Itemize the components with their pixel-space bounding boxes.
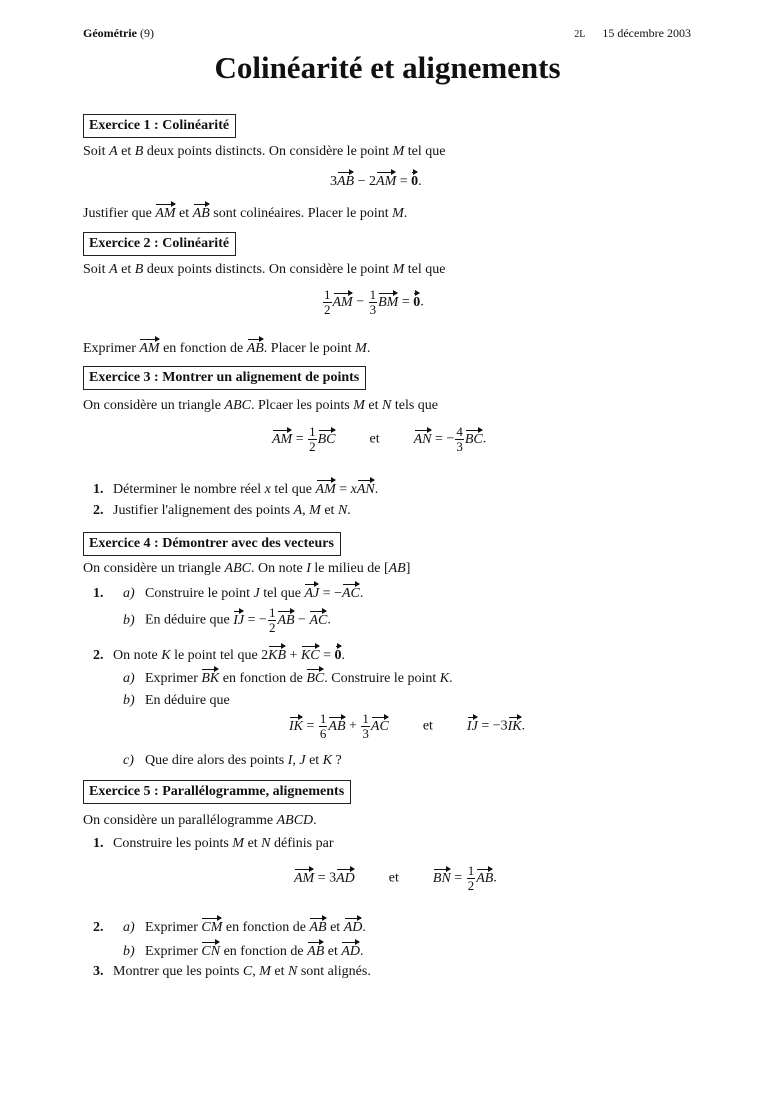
text-fragment: , — [252, 964, 260, 979]
text-fragment: = — [396, 174, 412, 189]
text-fragment: N — [261, 836, 271, 851]
exercise-4-question-2b — [123, 692, 230, 710]
text-fragment: en fonction de — [222, 920, 310, 935]
text-fragment: + — [286, 648, 301, 663]
text-fragment: − 2 — [354, 174, 377, 189]
vector: AD — [341, 940, 360, 961]
text-fragment: et — [388, 870, 399, 886]
zero-vector: 0 — [411, 170, 418, 191]
text-fragment: x — [264, 482, 271, 497]
text-fragment: ABC — [224, 561, 251, 576]
exercise-4-question-1a — [93, 582, 363, 603]
text-fragment: = −3 — [477, 718, 508, 734]
vector: AB — [193, 202, 210, 223]
text-fragment: . — [449, 671, 453, 686]
zero-vector: 0 — [335, 644, 342, 665]
text-fragment: = — [303, 718, 318, 734]
text-fragment: On considère un triangle — [83, 398, 225, 413]
text-fragment: Construire le point — [145, 586, 254, 601]
exercise-4-question-2a — [123, 667, 453, 688]
class-label: 2L — [574, 29, 586, 40]
vector: AM — [333, 291, 353, 312]
text-fragment: K — [439, 671, 450, 686]
fraction-denominator: 3 — [369, 302, 377, 317]
text-fragment: A — [109, 144, 118, 159]
exercise-5-question-2b — [123, 940, 364, 961]
text-fragment: en fonction de — [219, 671, 307, 686]
vector: AM — [272, 428, 292, 449]
text-fragment: Justifier l'alignement des points — [113, 503, 294, 518]
vector: BM — [378, 291, 398, 312]
text-fragment: sont alignés. — [297, 964, 371, 979]
exercise-5-question-2a — [93, 916, 366, 937]
text-fragment: Déterminer le nombre réel — [113, 482, 265, 497]
exercise-5-question-3 — [93, 963, 371, 981]
vector: AJ — [304, 582, 319, 603]
vector: AM — [376, 170, 396, 191]
text-fragment: sont colinéaires. Placer le point — [209, 206, 393, 221]
text-fragment: B — [134, 262, 144, 277]
text-fragment: On considère un parallélogramme — [83, 813, 277, 828]
text-fragment: et — [244, 836, 262, 851]
text-fragment: définis par — [270, 836, 334, 851]
text-fragment: 1. — [93, 482, 104, 497]
text-fragment: et — [364, 398, 383, 413]
text-fragment: tel que — [404, 144, 446, 159]
text-fragment: M — [353, 398, 365, 413]
text-fragment: deux points distincts. On considère le point — [143, 262, 393, 277]
text-fragment: Soit — [83, 144, 110, 159]
text-fragment: A — [293, 503, 303, 518]
text-fragment: N — [382, 398, 392, 413]
text-fragment: . — [360, 944, 364, 959]
text-fragment: . — [521, 718, 526, 734]
exercise-3-heading: Exercice 3 : Montrer un alignement de points — [83, 366, 366, 390]
vector: AC — [309, 609, 327, 630]
text-fragment: 2. — [93, 920, 104, 935]
vector: IK — [508, 715, 522, 736]
fraction — [361, 712, 370, 741]
text-fragment: = − — [244, 612, 267, 628]
exercise-2-equation — [322, 288, 424, 317]
text-fragment: ? — [332, 753, 342, 768]
text-fragment: tel que — [404, 262, 446, 277]
vector: IJ — [233, 609, 244, 630]
text-fragment: Exprimer — [145, 671, 202, 686]
vector: AN — [357, 478, 375, 499]
vector: AM — [316, 478, 336, 499]
text-fragment: − — [352, 294, 368, 310]
text-fragment: = — [335, 482, 351, 497]
text-fragment: 2. — [93, 648, 104, 663]
text-fragment: Soit — [83, 262, 110, 277]
text-fragment: . — [403, 206, 408, 221]
vector: CN — [201, 940, 220, 961]
text-fragment: . — [418, 174, 422, 189]
text-fragment: . Plcaer les points — [250, 398, 354, 413]
text-fragment: . — [313, 813, 317, 828]
vector: AN — [414, 428, 432, 449]
fraction-numerator: 1 — [467, 863, 475, 878]
exercise-4-question-2 — [93, 644, 345, 665]
text-fragment: . — [347, 503, 351, 518]
text-fragment: 1. — [93, 586, 104, 601]
exercise-1-equation — [330, 170, 422, 191]
text-fragment: M — [259, 964, 271, 979]
fraction-denominator: 6 — [319, 726, 327, 741]
text-fragment: En déduire que — [145, 693, 230, 708]
text-fragment: M — [392, 144, 405, 159]
vector: AD — [336, 867, 355, 888]
text-fragment: tel que — [259, 586, 305, 601]
fraction-numerator: 1 — [268, 605, 276, 620]
text-fragment: Exprimer — [83, 341, 140, 356]
header-subject — [83, 26, 154, 41]
exercise-1-intro — [83, 143, 445, 161]
text-fragment: M — [355, 341, 367, 356]
vector: AB — [337, 170, 354, 191]
text-fragment: − — [294, 612, 310, 628]
exercise-5-heading: Exercice 5 : Parallélogramme, alignements — [83, 780, 351, 804]
text-fragment: Montrer que les points — [113, 964, 243, 979]
exercise-2-intro — [83, 261, 445, 279]
text-fragment: N — [288, 964, 298, 979]
text-fragment: 2. — [93, 503, 104, 518]
text-fragment: 3 — [330, 174, 337, 189]
text-fragment: Exprimer — [145, 920, 202, 935]
text-fragment: . — [359, 586, 364, 601]
text-fragment: = — [319, 648, 335, 663]
exercise-4-heading: Exercice 4 : Démontrer avec des vecteurs — [83, 532, 341, 556]
exercise-3-equation — [272, 425, 486, 454]
text-fragment: a) — [123, 920, 135, 935]
text-fragment: M — [392, 206, 404, 221]
text-fragment: et — [117, 262, 135, 277]
exercise-1-heading: Exercice 1 : Colinéarité — [83, 114, 236, 138]
text-fragment: Justifier que — [83, 206, 156, 221]
text-fragment: c) — [123, 753, 134, 768]
vector: BN — [433, 867, 451, 888]
vector: AB — [328, 715, 345, 736]
text-fragment: Exprimer — [145, 944, 202, 959]
text-fragment: M — [309, 503, 321, 518]
fraction-denominator: 2 — [324, 302, 331, 317]
vector: IK — [289, 715, 303, 736]
text-fragment: le milieu de [ — [310, 561, 389, 576]
text-fragment: et — [305, 753, 323, 768]
text-fragment: On considère un triangle — [83, 561, 225, 576]
text-fragment: K — [161, 648, 171, 663]
page-title: Colinéarité et alignements — [214, 50, 561, 85]
text-fragment: K — [322, 753, 333, 768]
text-fragment: tels que — [391, 398, 439, 413]
exercise-4-equation — [289, 712, 525, 741]
fraction-denominator: 3 — [456, 439, 463, 454]
text-fragment: b) — [123, 693, 135, 708]
text-fragment: . — [362, 920, 366, 935]
text-fragment: M — [392, 262, 405, 277]
exercise-4-question-1b — [123, 606, 331, 635]
vector: AB — [309, 916, 326, 937]
exercise-5-equation — [294, 864, 497, 893]
vector: AM — [139, 337, 159, 358]
text-fragment: . On note — [250, 561, 307, 576]
vector: KB — [268, 644, 286, 665]
text-fragment: et — [369, 431, 380, 447]
text-fragment: , — [302, 503, 310, 518]
fraction-numerator: 1 — [324, 287, 331, 302]
text-fragment: et — [270, 964, 288, 979]
text-fragment: . Placer le point — [263, 341, 356, 356]
fraction-numerator: 1 — [369, 287, 377, 302]
fraction-denominator: 2 — [309, 439, 316, 454]
text-fragment: a) — [123, 671, 135, 686]
vector: BK — [201, 667, 219, 688]
exercise-4-intro — [83, 560, 410, 578]
fraction-numerator: 1 — [309, 424, 316, 439]
fraction — [308, 425, 317, 454]
text-fragment: b) — [123, 612, 135, 628]
exercise-4-question-2c — [123, 752, 342, 770]
text-fragment: en fonction de — [220, 944, 308, 959]
vector: KC — [301, 644, 320, 665]
zero-vector: 0 — [413, 291, 420, 312]
subject-label: Géométrie — [83, 26, 137, 40]
text-fragment: . — [493, 870, 497, 886]
fraction-denominator: 2 — [268, 620, 276, 635]
text-fragment: ABCD — [276, 813, 314, 828]
text-fragment: . — [482, 431, 487, 447]
text-fragment: . — [420, 294, 424, 310]
text-fragment: et — [324, 944, 342, 959]
text-fragment: le point tel que 2 — [170, 648, 269, 663]
text-fragment: = − — [431, 431, 455, 447]
text-fragment: et — [326, 920, 344, 935]
fraction — [455, 425, 464, 454]
fraction — [323, 288, 332, 317]
fraction-denominator: 2 — [467, 878, 475, 893]
vector: AB — [277, 609, 294, 630]
text-fragment: B — [134, 144, 144, 159]
fraction-numerator: 1 — [362, 711, 369, 726]
text-fragment: Construire les points — [113, 836, 233, 851]
vector: BC — [318, 428, 336, 449]
text-fragment: = — [292, 431, 308, 447]
vector: BC — [465, 428, 483, 449]
text-fragment: AB — [388, 561, 406, 576]
text-fragment: ABC — [224, 398, 251, 413]
text-fragment: et — [117, 144, 135, 159]
text-fragment: = 3 — [314, 870, 337, 886]
text-fragment: en fonction de — [159, 341, 247, 356]
fraction-numerator: 1 — [319, 711, 327, 726]
header-meta — [574, 26, 691, 41]
text-fragment: , — [292, 753, 300, 768]
text-fragment: b) — [123, 944, 135, 959]
text-fragment: Que dire alors des points — [145, 753, 288, 768]
exercise-3-question-1 — [93, 478, 378, 499]
text-fragment: I — [287, 753, 293, 768]
fraction-denominator: 3 — [362, 726, 369, 741]
exercise-5-question-1 — [93, 835, 334, 853]
text-fragment: . Construire le point — [324, 671, 440, 686]
text-fragment: et — [320, 503, 338, 518]
exercise-2-question — [83, 337, 370, 358]
fraction — [319, 712, 328, 741]
date-label: 15 décembre 2003 — [602, 26, 691, 40]
vector: CM — [201, 916, 222, 937]
text-fragment: . — [341, 648, 346, 663]
vector: AC — [371, 715, 389, 736]
text-fragment: tel que — [270, 482, 316, 497]
text-fragment: x — [350, 482, 357, 497]
vector: AB — [476, 867, 493, 888]
text-fragment: I — [306, 561, 311, 576]
text-fragment: deux points distincts. On considère le point — [143, 144, 393, 159]
text-fragment: N — [337, 503, 348, 518]
text-fragment: ] — [405, 561, 411, 576]
text-fragment: = — [450, 870, 466, 886]
text-fragment: + — [345, 718, 361, 734]
text-fragment: J — [299, 753, 306, 768]
vector: AD — [344, 916, 363, 937]
exercise-2-heading: Exercice 2 : Colinéarité — [83, 232, 236, 256]
text-fragment: A — [109, 262, 118, 277]
vector: AB — [247, 337, 264, 358]
vector: AC — [342, 582, 360, 603]
fraction — [467, 864, 476, 893]
sheet-number: (9) — [139, 26, 154, 40]
text-fragment: M — [232, 836, 245, 851]
text-fragment: . — [366, 341, 371, 356]
text-fragment: On note — [113, 648, 162, 663]
text-fragment: et — [422, 718, 433, 734]
text-fragment: et — [175, 206, 193, 221]
text-fragment: 3. — [93, 964, 104, 979]
exercise-1-question — [83, 202, 407, 223]
text-fragment: . — [374, 482, 379, 497]
vector: AM — [155, 202, 175, 223]
fraction-numerator: 4 — [456, 424, 463, 439]
fraction — [369, 288, 378, 317]
fraction — [268, 606, 277, 635]
exercise-5-intro — [83, 812, 317, 830]
vector: IJ — [467, 715, 478, 736]
exercise-3-question-2 — [93, 502, 351, 520]
vector: BC — [306, 667, 324, 688]
text-fragment: C — [242, 964, 253, 979]
exercise-3-intro — [83, 397, 438, 415]
text-fragment: 1. — [93, 836, 104, 851]
text-fragment: J — [253, 586, 260, 601]
text-fragment: = − — [319, 586, 342, 601]
text-fragment: a) — [123, 586, 135, 601]
text-fragment: . — [327, 612, 331, 628]
text-fragment: En déduire que — [145, 612, 234, 628]
vector: AB — [307, 940, 324, 961]
vector: AM — [294, 867, 314, 888]
text-fragment: = — [398, 294, 414, 310]
